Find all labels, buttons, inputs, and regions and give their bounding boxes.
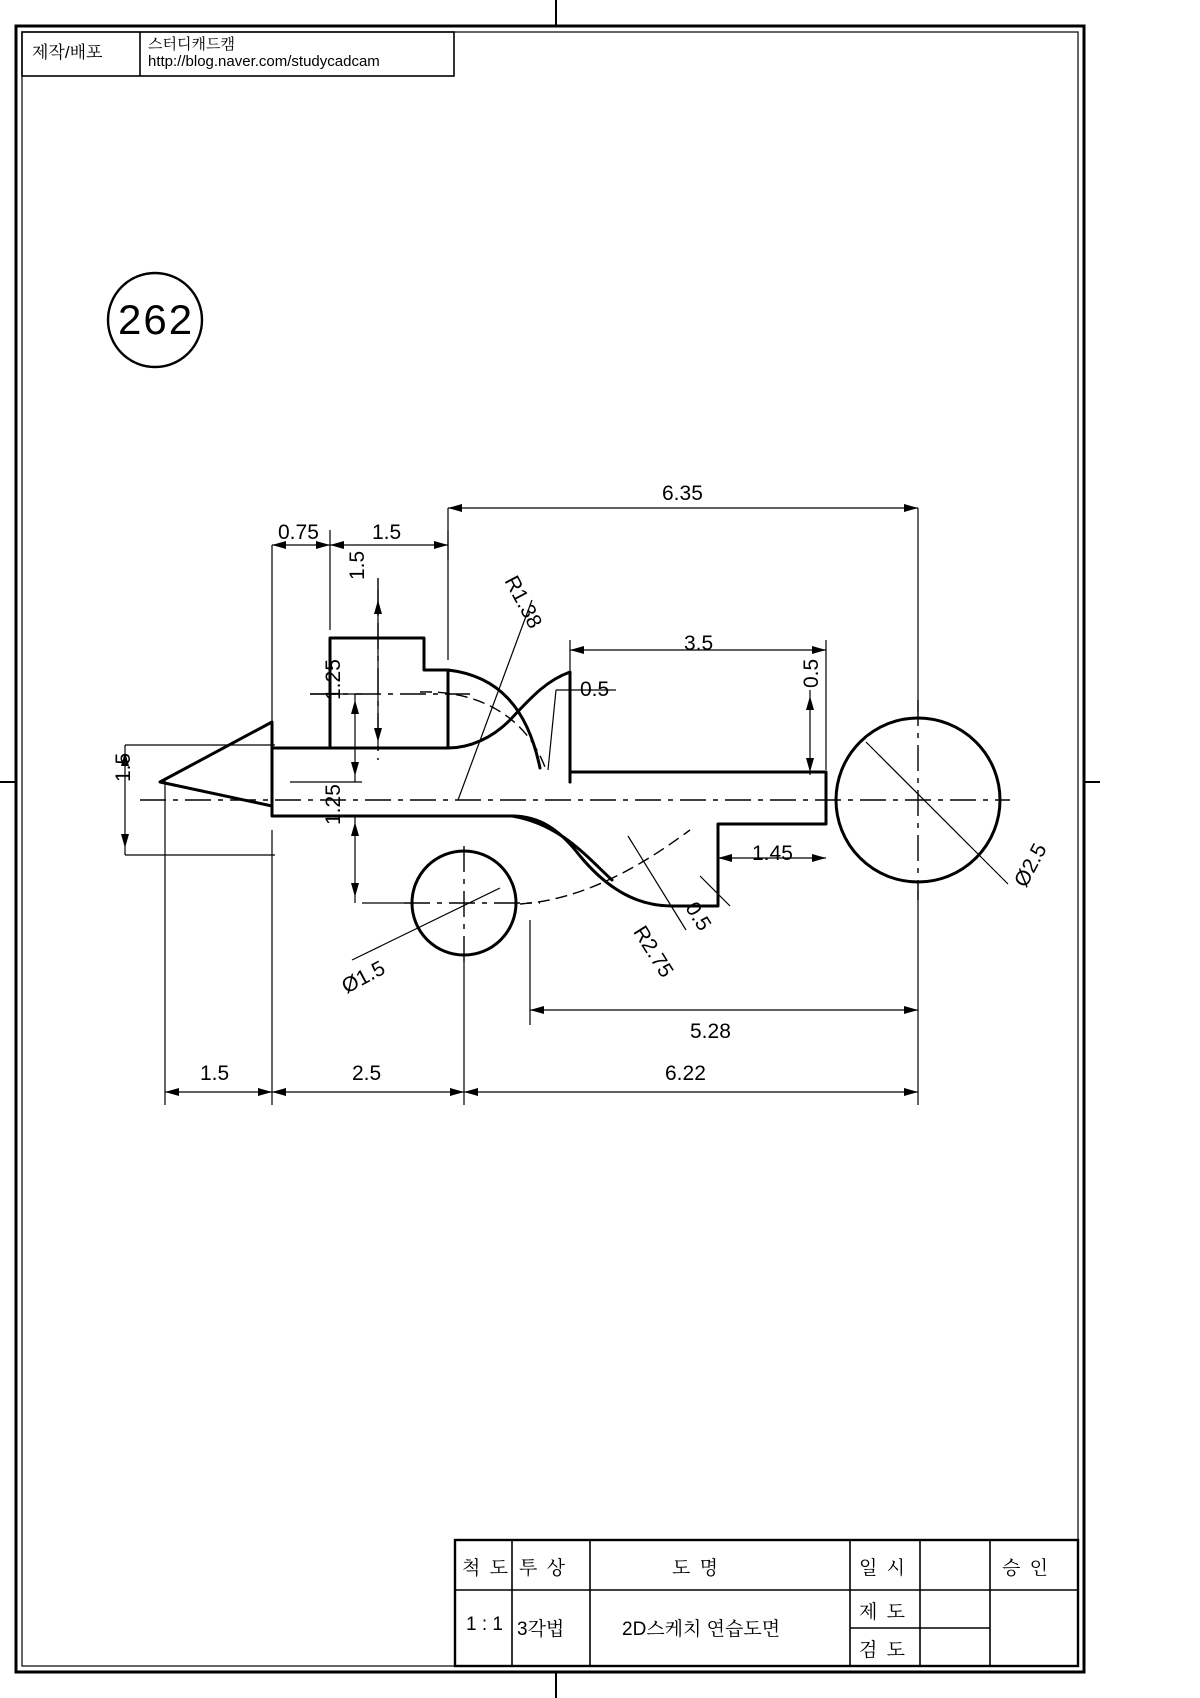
drawing-number: 262 [118,296,195,343]
dim-0-75: 0.75 [278,521,319,544]
dim-r1-38: R1.38 [499,572,547,633]
dim-1-25-lower: 1.25 [322,784,345,825]
title-block-title-header: 도 명 [672,1558,720,1579]
dim-dia-1-5: Ø1.5 [338,956,389,999]
dim-1-5-arrow: 1.5 [112,752,135,782]
dim-dia-2-5: Ø2.5 [1010,839,1052,891]
dim-1-5-top: 1.5 [372,521,402,544]
title-block-date-header: 일 시 [859,1558,907,1579]
publisher-label: 제작/배포 [32,43,103,62]
dim-6-22-bottom: 6.22 [665,1062,706,1085]
dim-2-5-bottom: 2.5 [352,1062,382,1085]
title-block-scale-header: 척 도 [462,1558,510,1579]
title-block-projection-header: 투 상 [519,1558,567,1579]
dim-0-5-upper: 0.5 [580,678,610,701]
dim-6-35: 6.35 [662,482,703,505]
title-block-checked-label: 검 도 [859,1640,907,1661]
dim-3-5: 3.5 [684,632,714,655]
title-block-projection-value: 3각법 [517,1619,565,1640]
title-block-scale-value: 1 : 1 [466,1614,503,1635]
title-block-title-value: 2D스케치 연습도면 [622,1619,781,1640]
publisher-name: 스터디캐드캠 [148,36,235,53]
dim-0-5-right: 0.5 [800,658,823,688]
dim-r2-75: R2.75 [628,922,678,982]
dim-1-25-upper: 1.25 [322,659,345,700]
title-block-drawn-label: 제 도 [859,1602,907,1623]
dim-5-28: 5.28 [690,1020,731,1043]
title-block-approval-header: 승 인 [1002,1558,1050,1579]
dim-0-5-lower: 0.5 [680,898,716,935]
dim-1-5-bottom: 1.5 [200,1062,230,1085]
dim-1-5-slot: 1.5 [346,550,369,580]
dim-1-45: 1.45 [752,842,793,865]
publisher-url: http://blog.naver.com/studycadcam [148,53,380,70]
